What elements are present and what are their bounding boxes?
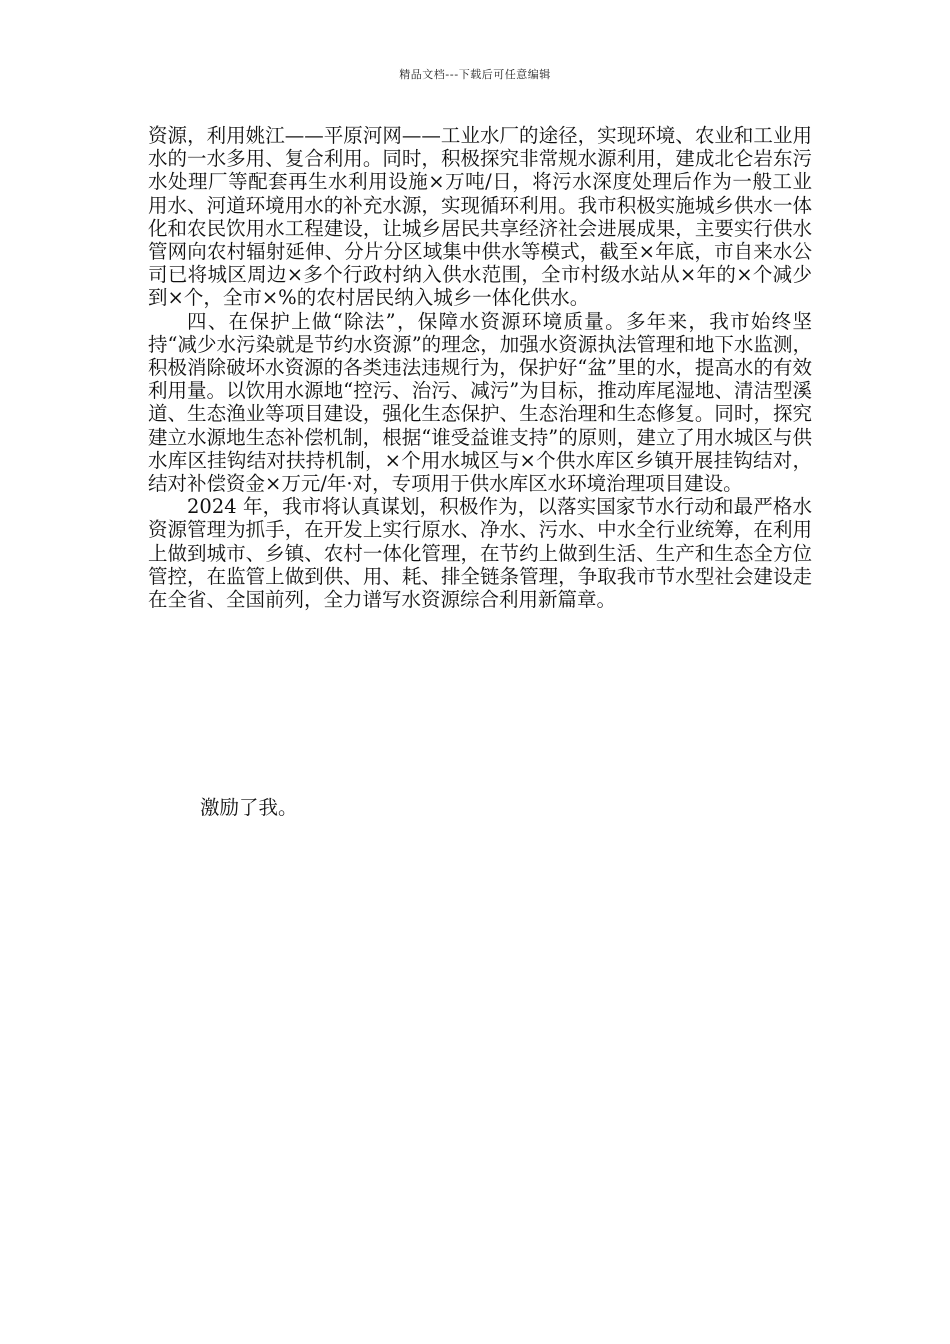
document-body [148, 124, 812, 611]
paragraph-2024-plan: 2024 年，我市将认真谋划，积极作为，以落实国家节水行动和最严格水资源管理为抓手，在开发上实行原水、净水、污水、中水全行业统筹，在利用上做到城市、乡镇、农村一体化管理，在节约上做到生活、生产和生态全方位管控，在监管上做到供、用、耗、排全链条管理，争取我市节水型社会建设走在全省、全国前列，全力谱写水资源综合利用新篇章。 [148, 495, 812, 612]
closing-line: 激励了我。 [200, 796, 298, 819]
page-header: 精品文档---下载后可任意编辑 [399, 68, 551, 81]
paragraph-water-reuse: 资源，利用姚江——平原河网——工业水厂的途径，实现环境、农业和工业用水的一水多用、复合利用。同时，积极探究非常规水源利用，建成北仑岩东污水处理厂等配套再生水利用设施×万吨/日，将污水深度处理后作为一般工业用水、河道环境用水的补充水源，实现循环利用。我市积极实施城乡供水一体化和农民饮用水工程建设，让城乡居民共享经济社会进展成果，主要实行供水管网向农村辐射延伸、分片分区域集中供水等模式，截至×年底，市自来水公司已将城区周边×多个行政村纳入供水范围，全市村级水站从×年的×个减少到×个，全市×%的农村居民纳入城乡一体化供水。 [148, 124, 812, 310]
paragraph-protection: 四、在保护上做“除法”，保障水资源环境质量。多年来，我市始终坚持“减少水污染就是节约水资源”的理念，加强水资源执法管理和地下水监测，积极消除破坏水资源的各类违法违规行为，保护好“盆”里的水，提高水的有效利用量。以饮用水源地“控污、治污、减污”为目标，推动库尾湿地、清洁型溪道、生态渔业等项目建设，强化生态保护、生态治理和生态修复。同时，探究建立水源地生态补偿机制，根据“谁受益谁支持”的原则，建立了用水城区与供水库区挂钩结对扶持机制，×个用水城区与×个供水库区乡镇开展挂钩结对，结对补偿资金×万元/年·对，专项用于供水库区水环境治理项目建设。 [148, 309, 812, 496]
